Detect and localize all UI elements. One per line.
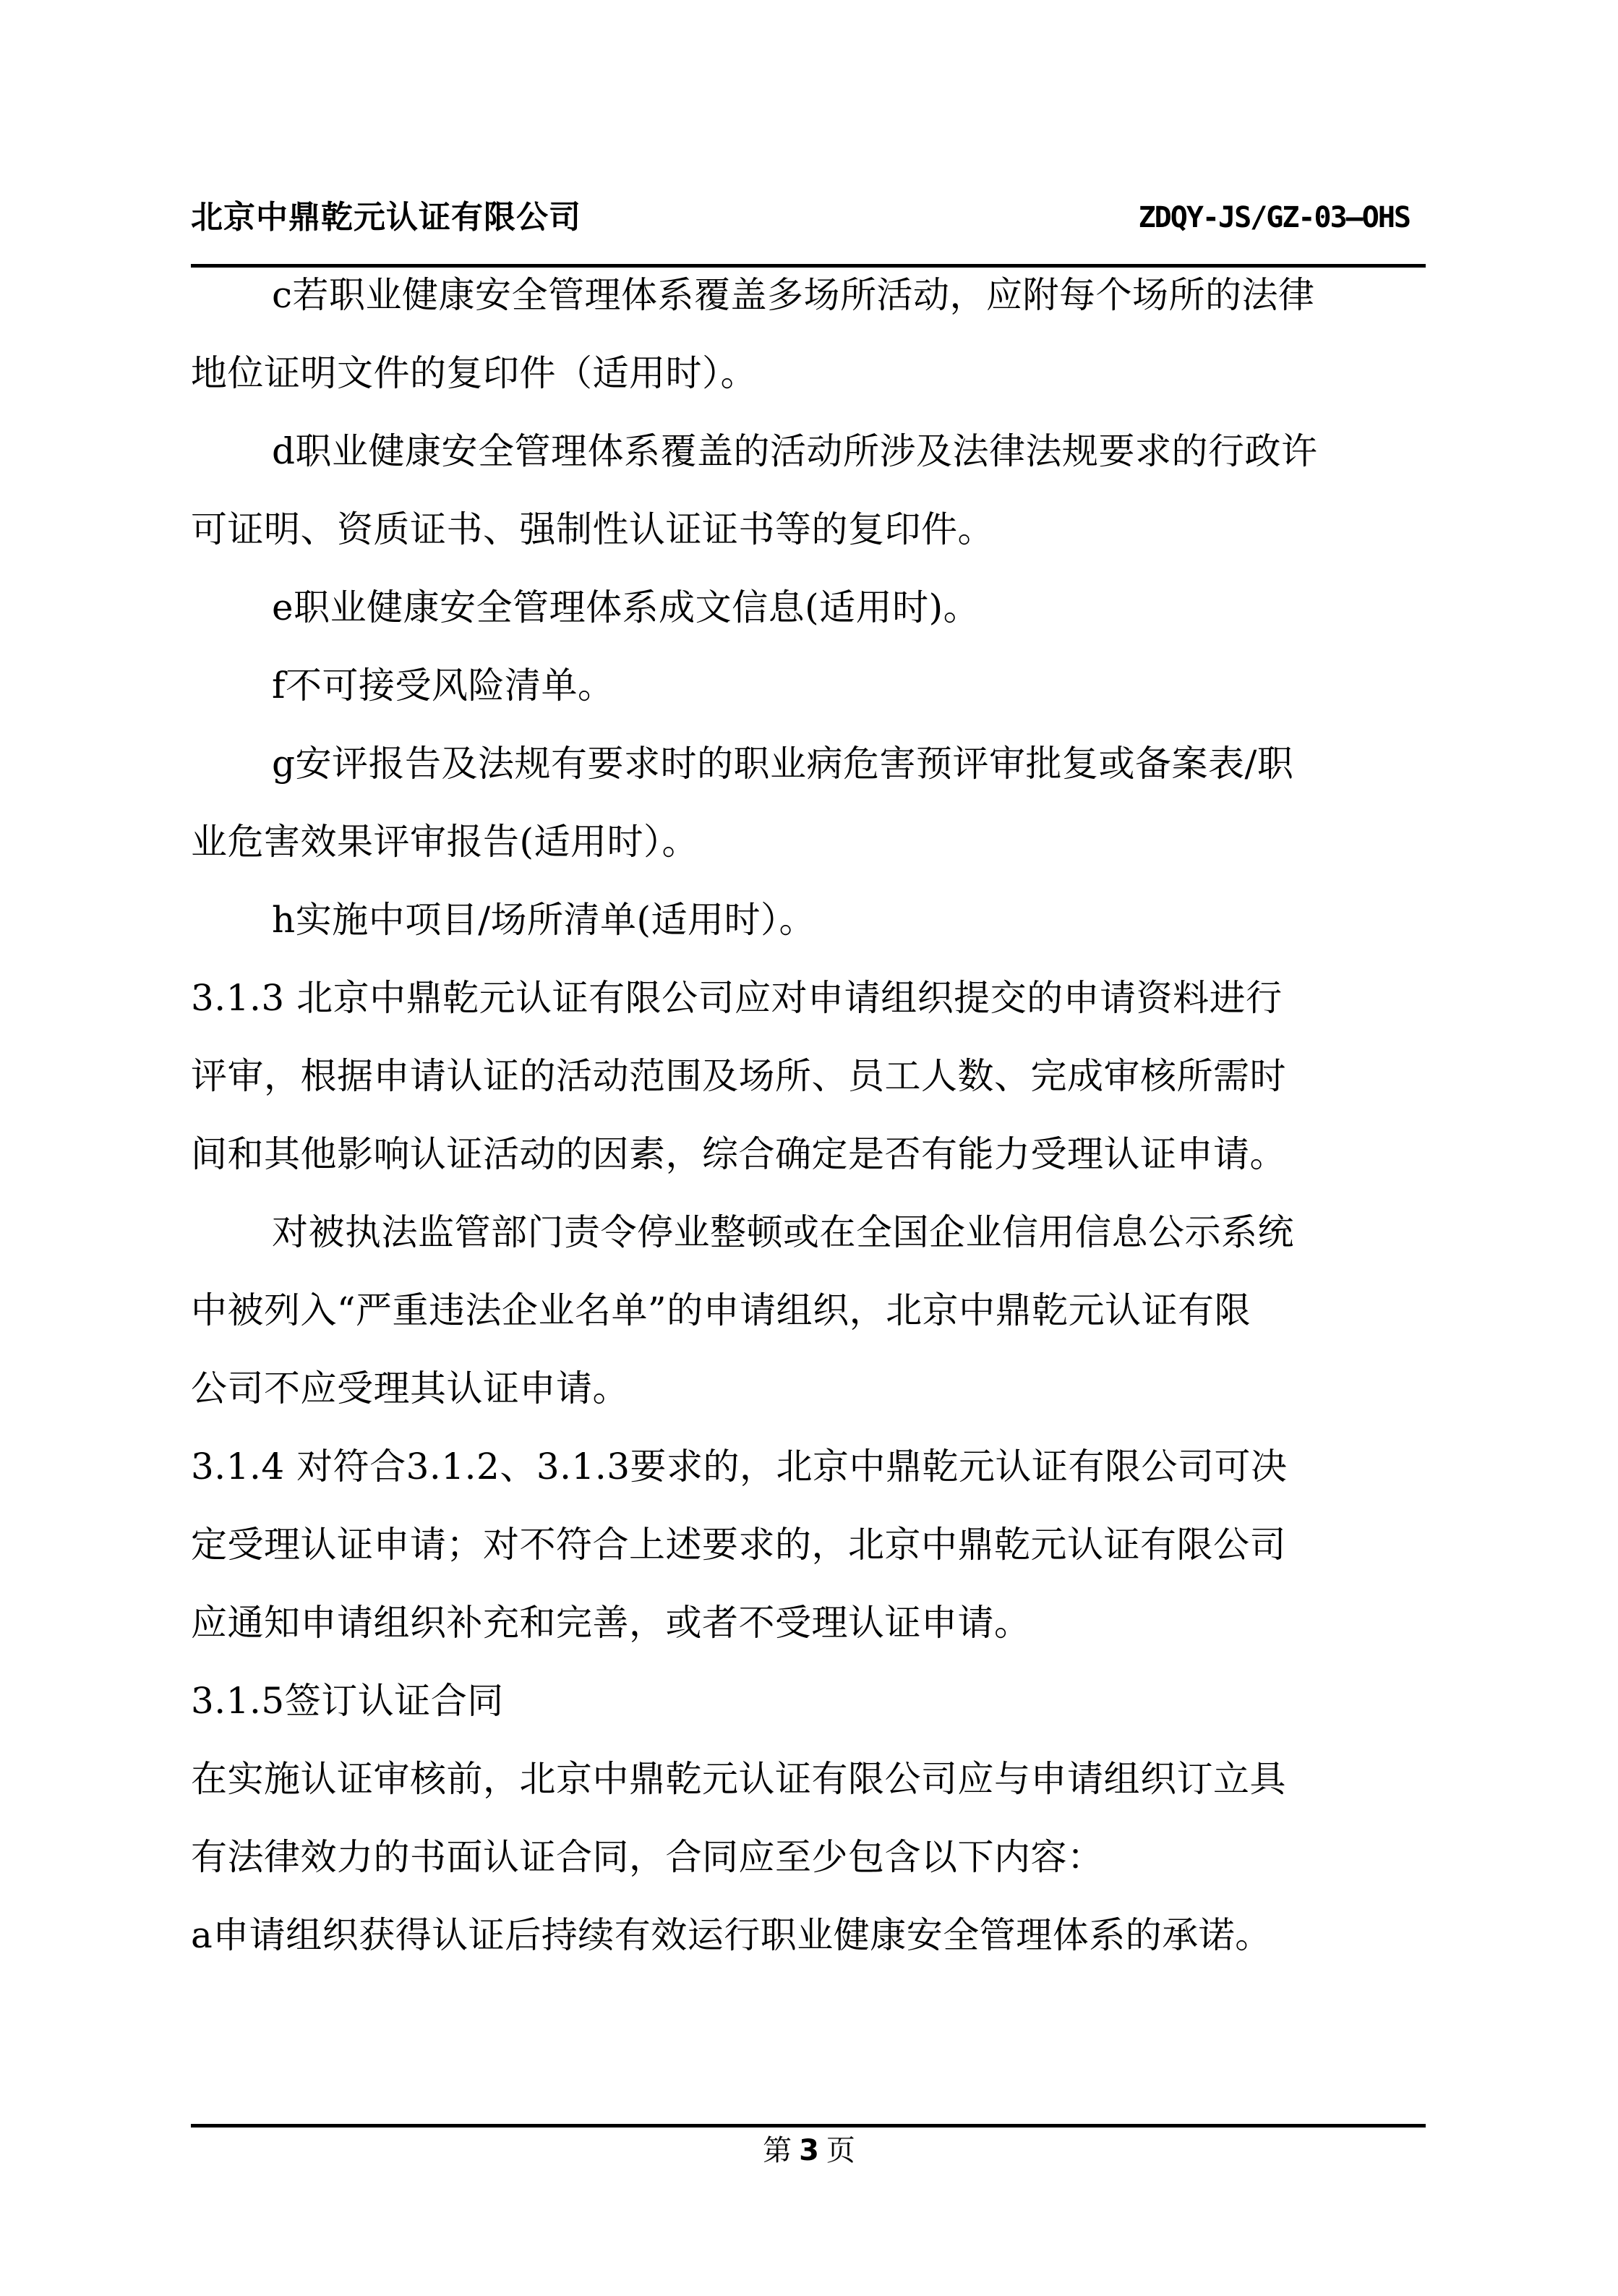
paragraph-line: 定受理认证申请；对不符合上述要求的，北京中鼎乾元认证有限公司 [191, 1524, 1286, 1566]
page-header [191, 192, 1426, 243]
paragraph-line: 地位证明文件的复印件（适用时）。 [191, 352, 757, 394]
paragraph-line: 业危害效果评审报告(适用时）。 [191, 821, 699, 863]
paragraph-line: d职业健康安全管理体系覆盖的活动所涉及法律法规要求的行政许 [272, 430, 1318, 472]
paragraph-line: 评审，根据申请认证的活动范围及场所、员工人数、完成审核所需时 [191, 1055, 1286, 1097]
paragraph-line: 间和其他影响认证活动的因素，综合确定是否有能力受理认证申请。 [191, 1133, 1286, 1175]
company-name: 北京中鼎乾元认证有限公司 [191, 199, 581, 236]
document-code: ZDQY-JS/GZ-03—OHS [1138, 201, 1410, 234]
page-prefix: 第 [763, 2134, 792, 2167]
document-body [191, 256, 1420, 1974]
paragraph-line: 对被执法监管部门责令停业整顿或在全国企业信用信息公示系统 [272, 1211, 1294, 1253]
section-3-1-3-line: 3.1.3 北京中鼎乾元认证有限公司应对申请组织提交的申请资料进行 [191, 977, 1283, 1019]
section-3-1-4-line: 3.1.4 对符合3.1.2、3.1.3要求的，北京中鼎乾元认证有限公司可决 [191, 1446, 1288, 1488]
paragraph-line: 中被列入“严重违法企业名单”的申请组织，北京中鼎乾元认证有限 [191, 1289, 1251, 1331]
paragraph-line: 公司不应受理其认证申请。 [191, 1367, 629, 1409]
paragraph-line: f不可接受风险清单。 [272, 665, 615, 707]
paragraph-line: 有法律效力的书面认证合同，合同应至少包含以下内容： [191, 1836, 1104, 1878]
paragraph-line: e职业健康安全管理体系成文信息(适用时)。 [272, 586, 980, 628]
paragraph-line: c若职业健康安全管理体系覆盖多场所活动，应附每个场所的法律 [272, 274, 1315, 316]
paragraph-line: 应通知申请组织补充和完善，或者不受理认证申请。 [191, 1602, 1031, 1644]
paragraph-line: 可证明、资质证书、强制性认证证书等的复印件。 [191, 508, 994, 550]
footer-rule [191, 2124, 1426, 2128]
paragraph-line: g安评报告及法规有要求时的职业病危害预评审批复或备案表/职 [272, 743, 1294, 785]
page-suffix: 页 [826, 2134, 855, 2167]
section-3-1-5-heading: 3.1.5签订认证合同 [191, 1680, 504, 1722]
paragraph-line: h实施中项目/场所清单(适用时）。 [272, 899, 816, 941]
page-number: 3 [799, 2134, 819, 2167]
paragraph-line: a申请组织获得认证后持续有效运行职业健康安全管理体系的承诺。 [191, 1914, 1272, 1956]
paragraph-line: 在实施认证审核前，北京中鼎乾元认证有限公司应与申请组织订立具 [191, 1758, 1286, 1800]
page-footer [0, 2130, 1618, 2171]
